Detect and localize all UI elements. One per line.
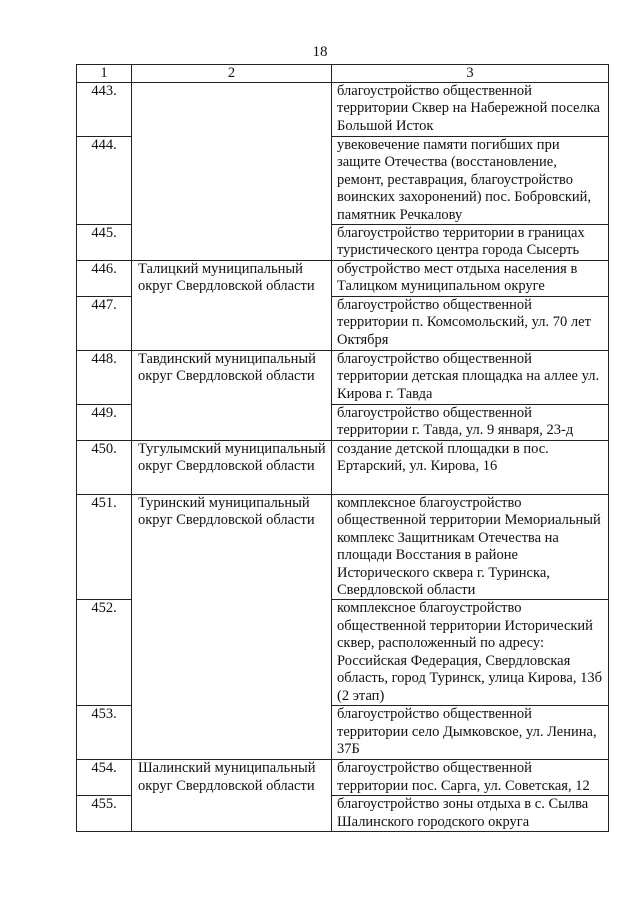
- project-description: благоустройство общественной территории Сквер на Набережной поселка Большой Исток: [332, 83, 609, 137]
- row-number: 450.: [77, 441, 132, 495]
- project-description: комплексное благоустройство общественной территории Исторический сквер, расположенный по адресу: Российская Федерация, Свердловская область, город Туринск, улица Кирова, 13б (2 этап): [332, 600, 609, 706]
- project-description: комплексное благоустройство общественной территории Мемориальный комплекс Защитникам Отечества на площади Восстания в районе Исторического сквера г. Туринска, Свердловской области: [332, 495, 609, 600]
- project-description: благоустройство зоны отдыха в с. Сылва Шалинского городского округа: [332, 796, 609, 832]
- row-number: 455.: [77, 796, 132, 832]
- row-number: 443.: [77, 83, 132, 137]
- header-col-3: 3: [332, 65, 609, 83]
- project-description: благоустройство территории в границах туристического центра города Сысерть: [332, 225, 609, 261]
- table-row: [77, 351, 609, 405]
- table-row: [77, 495, 609, 600]
- page-number: 18: [312, 44, 328, 60]
- project-description: увековечение памяти погибших при защите Отечества (восстановление, ремонт, реставрация, благоустройство воинских захоронений) пос. Бобровский, памятник Речкалову: [332, 137, 609, 225]
- row-number: 451.: [77, 495, 132, 600]
- table-row: [77, 760, 609, 796]
- project-description: благоустройство общественной территории п. Комсомольский, ул. 70 лет Октября: [332, 297, 609, 351]
- project-description: обустройство мест отдыха населения в Талицком муниципальном округе: [332, 261, 609, 297]
- okrug-name: Талицкий муниципальный округ Свердловской области: [132, 261, 332, 351]
- okrug-cell-empty: [132, 83, 332, 261]
- project-description: благоустройство общественной территории г. Тавда, ул. 9 января, 23-д: [332, 405, 609, 441]
- row-number: 447.: [77, 297, 132, 351]
- header-col-1: 1: [77, 65, 132, 83]
- okrug-name: Шалинский муниципальный округ Свердловской области: [132, 760, 332, 832]
- project-description: благоустройство общественной территории пос. Сарга, ул. Советская, 12: [332, 760, 609, 796]
- row-number: 449.: [77, 405, 132, 441]
- row-number: 453.: [77, 706, 132, 760]
- okrug-name: Тавдинский муниципальный округ Свердловской области: [132, 351, 332, 441]
- municipal-projects-table: [76, 64, 609, 832]
- header-col-2: 2: [132, 65, 332, 83]
- okrug-name: Тугулымский муниципальный округ Свердловской области: [132, 441, 332, 495]
- table-row: [77, 83, 609, 137]
- row-number: 444.: [77, 137, 132, 225]
- table-row: [77, 441, 609, 495]
- row-number: 445.: [77, 225, 132, 261]
- okrug-name: Туринский муниципальный округ Свердловской области: [132, 495, 332, 760]
- row-number: 454.: [77, 760, 132, 796]
- row-number: 448.: [77, 351, 132, 405]
- project-description: благоустройство общественной территории село Дымковское, ул. Ленина, 37Б: [332, 706, 609, 760]
- row-number: 446.: [77, 261, 132, 297]
- project-description: благоустройство общественной территории детская площадка на аллее ул. Кирова г. Тавда: [332, 351, 609, 405]
- table-header-row: [77, 65, 609, 83]
- project-description: создание детской площадки в пос. Ертарский, ул. Кирова, 16: [332, 441, 609, 495]
- row-number: 452.: [77, 600, 132, 706]
- table-row: [77, 261, 609, 297]
